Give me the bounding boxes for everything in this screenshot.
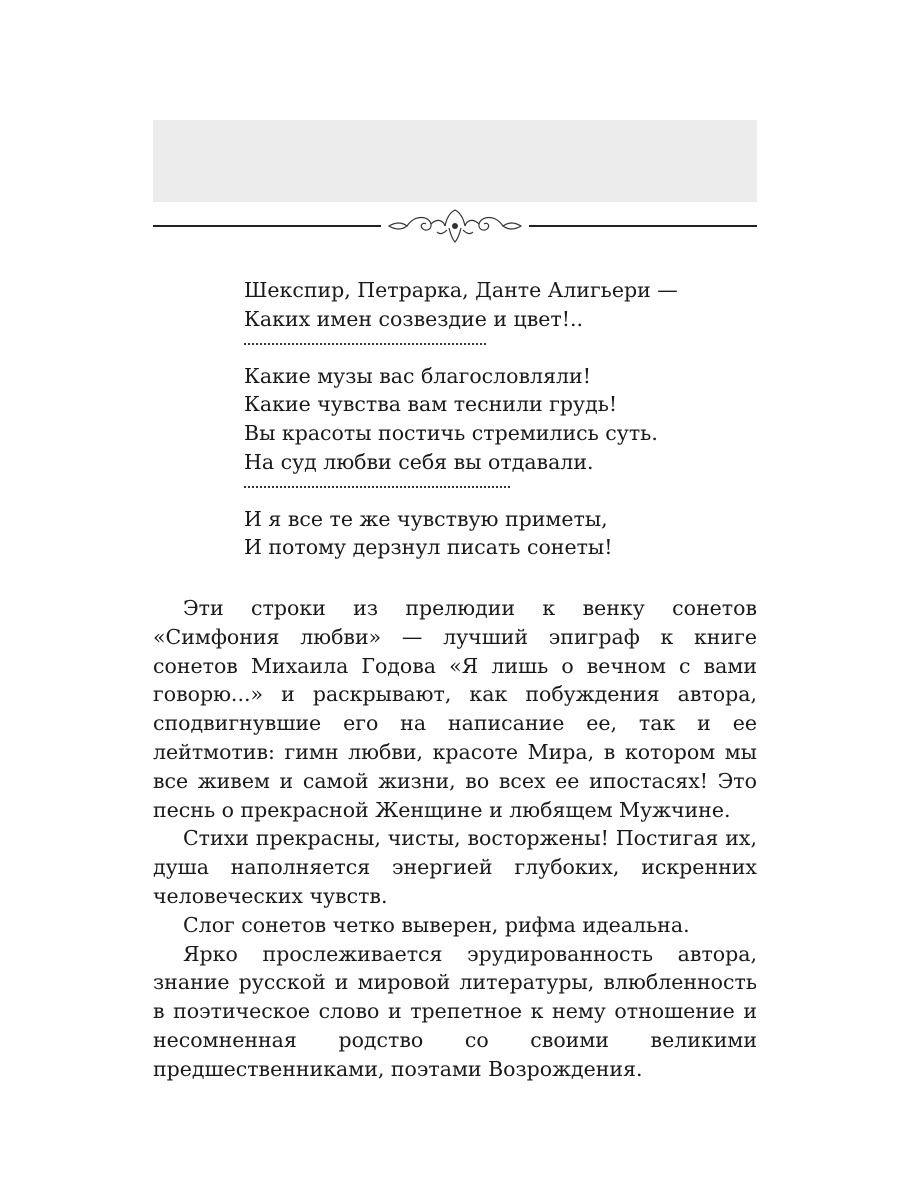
poem-line: Какие музы вас благословляли! [244,363,591,388]
poem-line: Каких имен созвездие и цвет!.. [244,306,584,331]
poem-line: Шекспир, Петрарка, Данте Алигьери — [244,278,678,302]
poem-line: На суд любви себя вы отдавали. [244,449,594,474]
divider-line-left [153,225,381,227]
ornamental-divider [153,206,757,246]
body-paragraph: Эти строки из прелюдии к венку сонетов «Симфония любви» — лучший эпиграф к книге сонетов Михаила Годова «Я лишь о вечном с вами говорю...» и раскрывают, как побуждения автора, сподвигнувшие его на написание ее, так и ее лейтмотив: гимн любви, красоте Мира, в котором мы все живем и самой жизни, во всех ее ипостасях! Это песнь о прекрасной Женщине и любящем Мужчине. [153,596,757,822]
poem-omission-dots [244,333,724,362]
poem-omission-dots [244,476,724,505]
flourish-ornament-icon [385,206,525,246]
poem-line: И я все те же чувствую приметы, [244,506,608,531]
body-text [153,594,757,1084]
header-band [153,120,757,202]
poem-line: И потому дерзнул писать сонеты! [244,535,613,560]
poem-line: Вы красоты постичь стремились суть. [244,420,658,445]
poem-line: Какие чувства вам теснили грудь! [244,392,618,417]
body-paragraph: Ярко прослеживается эрудированность автора, знание русской и мировой литературы, влюбленность в поэтическое слово и трепетное к нему отношение и несомненная родство со своими великими предшественниками, поэтами Возрождения. [153,941,757,1081]
epigraph-poem [244,276,724,562]
divider-line-right [529,225,757,227]
body-paragraph: Стихи прекрасны, чисты, восторжены! Постигая их, душа наполняется энергией глубоких, искренних человеческих чувств. [153,826,757,908]
body-paragraph: Слог сонетов четко выверен, рифма идеальна. [183,912,690,937]
